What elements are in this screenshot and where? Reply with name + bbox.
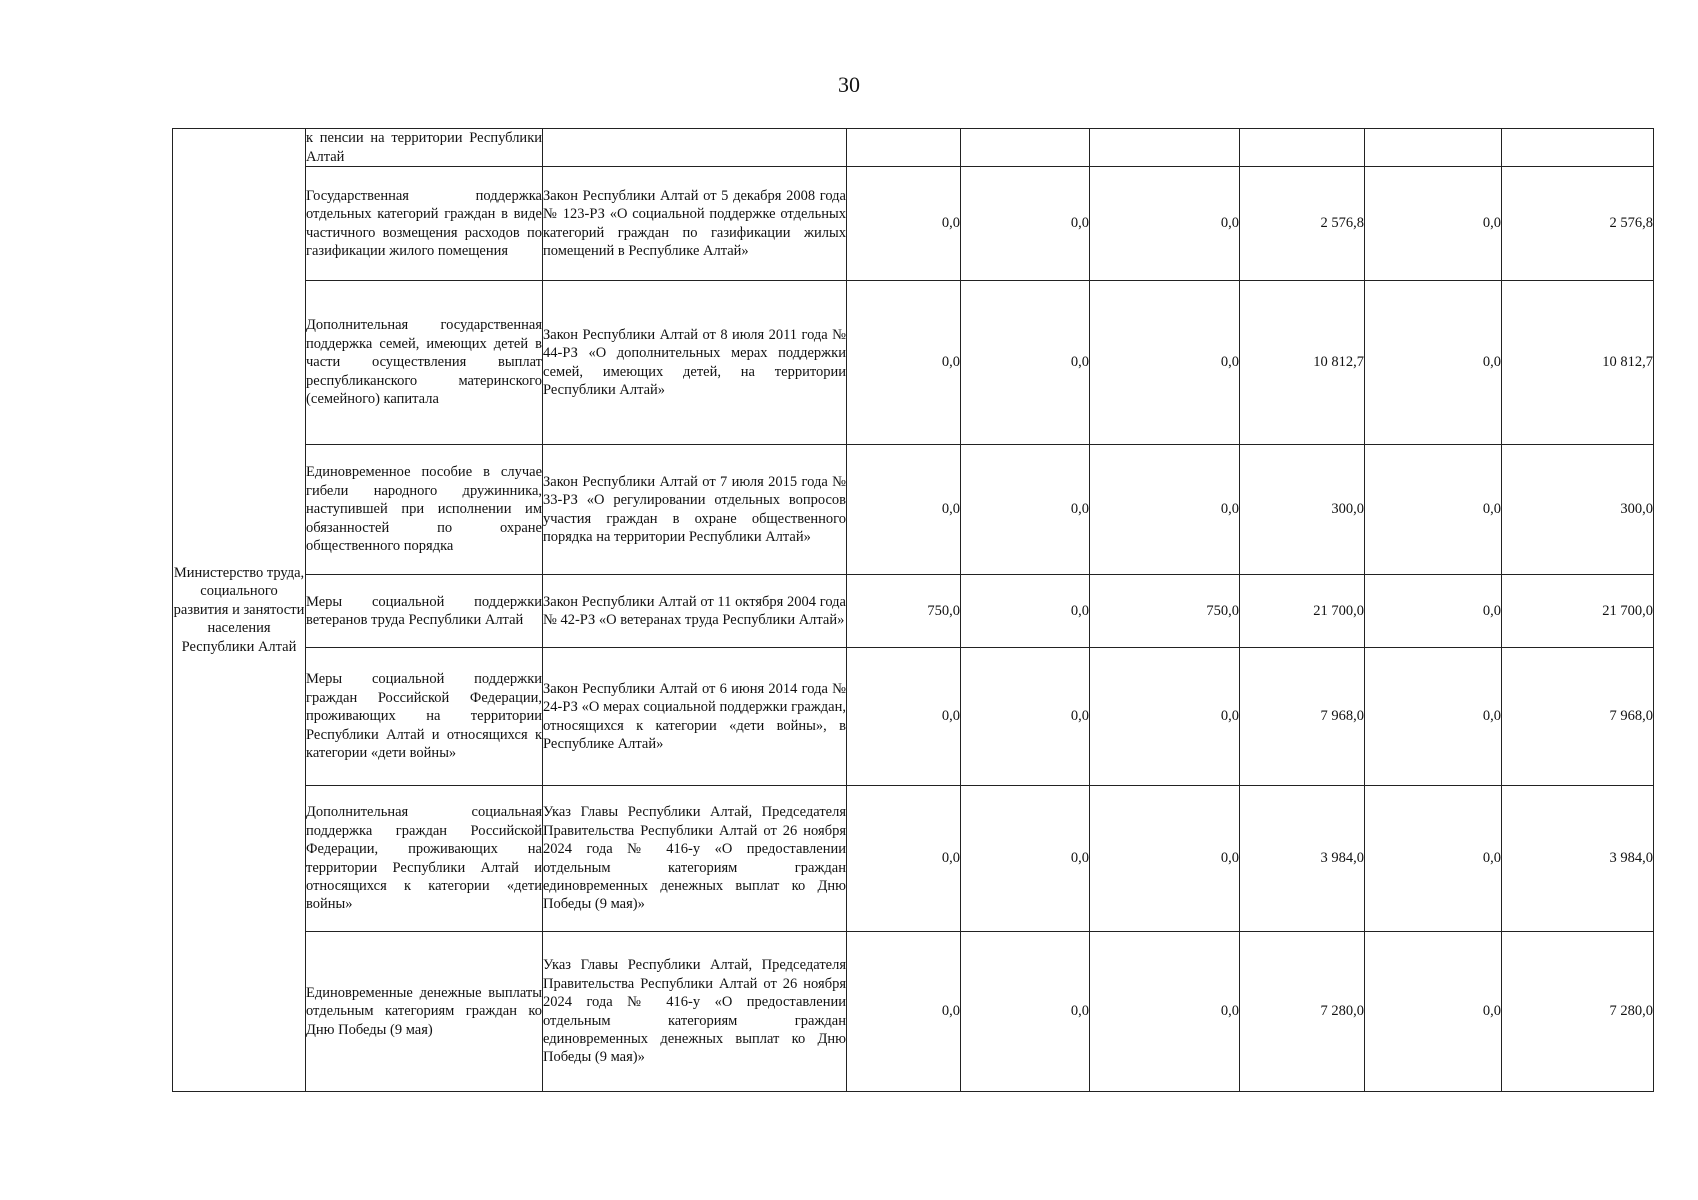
- value-cell: 0,0: [847, 445, 961, 575]
- measure-cell: Меры социальной поддержки ветеранов труда Республики Алтай: [306, 575, 543, 648]
- value-cell: 10 812,7: [1502, 281, 1654, 445]
- measure-cell: Меры социальной поддержки граждан Российской Федерации, проживающих на территории Республики Алтай и относящихся к категории «дети войны»: [306, 648, 543, 786]
- measure-cell: к пенсии на территории Республики Алтай: [306, 130, 542, 165]
- table-row: [173, 445, 1654, 575]
- value-cell: 21 700,0: [1502, 575, 1654, 648]
- legal-basis-cell: [543, 129, 847, 167]
- value-cell: 0,0: [961, 648, 1090, 786]
- value-cell: 2 576,8: [1502, 167, 1654, 281]
- value-cell: [1090, 129, 1240, 167]
- value-cell: 0,0: [961, 281, 1090, 445]
- value-cell: 0,0: [1090, 445, 1240, 575]
- legal-basis-cell: Закон Республики Алтай от 6 июня 2014 года № 24-РЗ «О мерах социальной поддержки граждан, относящихся к категории «дети войны», в Республике Алтай»: [543, 648, 847, 786]
- value-cell: 7 280,0: [1240, 932, 1365, 1092]
- value-cell: 2 576,8: [1240, 167, 1365, 281]
- ministry-cell: Министерство труда, социального развития и занятости населения Республики Алтай: [173, 129, 306, 1092]
- value-cell: 0,0: [1365, 575, 1502, 648]
- page-number: 30: [838, 72, 860, 97]
- value-cell: 0,0: [847, 281, 961, 445]
- value-cell: 0,0: [1090, 281, 1240, 445]
- value-cell: 0,0: [1090, 167, 1240, 281]
- value-cell: 7 280,0: [1502, 932, 1654, 1092]
- value-cell: 0,0: [847, 786, 961, 932]
- legal-basis-cell: Указ Главы Республики Алтай, Председателя Правительства Республики Алтай от 26 ноября 2024 года № 416-у «О предоставлении отдельным категориям граждан единовременных денежных выплат ко Дню Победы (9 мая)»: [543, 932, 847, 1092]
- value-cell: 0,0: [961, 575, 1090, 648]
- measure-cell: Дополнительная государственная поддержка семей, имеющих детей в части осуществления выплат республиканского материнского (семейного) капитала: [306, 281, 543, 445]
- value-cell: 0,0: [1365, 786, 1502, 932]
- value-cell: 7 968,0: [1502, 648, 1654, 786]
- value-cell: 300,0: [1240, 445, 1365, 575]
- legal-basis-cell: Закон Республики Алтай от 7 июля 2015 года № 33-РЗ «О регулировании отдельных вопросов участия граждан в охране общественного порядка на территории Республики Алтай»: [543, 445, 847, 575]
- table-row: [173, 575, 1654, 648]
- value-cell: 0,0: [847, 932, 961, 1092]
- value-cell: 0,0: [961, 786, 1090, 932]
- legal-basis-cell: Закон Республики Алтай от 11 октября 2004 года № 42-РЗ «О ветеранах труда Республики Алтай»: [543, 575, 847, 648]
- value-cell: 3 984,0: [1502, 786, 1654, 932]
- value-cell: [847, 129, 961, 167]
- table-row: [173, 167, 1654, 281]
- value-cell: 0,0: [1090, 786, 1240, 932]
- value-cell: 3 984,0: [1240, 786, 1365, 932]
- value-cell: 0,0: [961, 445, 1090, 575]
- value-cell: 300,0: [1502, 445, 1654, 575]
- table-row: [173, 129, 1654, 167]
- value-cell: [1365, 129, 1502, 167]
- legal-basis-cell: Указ Главы Республики Алтай, Председателя Правительства Республики Алтай от 26 ноября 2024 года № 416-у «О предоставлении отдельным категориям граждан единовременных денежных выплат ко Дню Победы (9 мая)»: [543, 786, 847, 932]
- value-cell: 0,0: [1365, 648, 1502, 786]
- value-cell: [1502, 129, 1654, 167]
- value-cell: 0,0: [1090, 932, 1240, 1092]
- table-row: [173, 281, 1654, 445]
- value-cell: 0,0: [847, 167, 961, 281]
- measure-cell: Дополнительная социальная поддержка граждан Российской Федерации, проживающих на территории Республики Алтай и относящихся к категории «дети войны»: [306, 786, 543, 932]
- funding-table: [172, 128, 1654, 1092]
- table-row: [173, 932, 1654, 1092]
- value-cell: 0,0: [1365, 281, 1502, 445]
- value-cell: 0,0: [1365, 445, 1502, 575]
- measure-cell: Государственная поддержка отдельных категорий граждан в виде частичного возмещения расходов по газификации жилого помещения: [306, 167, 543, 281]
- value-cell: [1240, 129, 1365, 167]
- value-cell: 750,0: [1090, 575, 1240, 648]
- value-cell: 0,0: [1365, 167, 1502, 281]
- value-cell: 7 968,0: [1240, 648, 1365, 786]
- value-cell: 0,0: [961, 167, 1090, 281]
- value-cell: 0,0: [1090, 648, 1240, 786]
- value-cell: [961, 129, 1090, 167]
- value-cell: 0,0: [961, 932, 1090, 1092]
- legal-basis-cell: Закон Республики Алтай от 5 декабря 2008 года № 123-РЗ «О социальной поддержке отдельных категорий граждан по газификации жилых помещений в Республике Алтай»: [543, 167, 847, 281]
- value-cell: 750,0: [847, 575, 961, 648]
- value-cell: 0,0: [847, 648, 961, 786]
- measure-cell: Единовременное пособие в случае гибели народного дружинника, наступившей при исполнении им обязанностей по охране общественного порядка: [306, 445, 543, 575]
- value-cell: 10 812,7: [1240, 281, 1365, 445]
- table-row: [173, 648, 1654, 786]
- legal-basis-cell: Закон Республики Алтай от 8 июля 2011 года № 44-РЗ «О дополнительных мерах поддержки семей, имеющих детей, на территории Республики Алтай»: [543, 281, 847, 445]
- table-row: [173, 786, 1654, 932]
- value-cell: 0,0: [1365, 932, 1502, 1092]
- measure-cell: Единовременные денежные выплаты отдельным категориям граждан ко Дню Победы (9 мая): [306, 932, 543, 1092]
- value-cell: 21 700,0: [1240, 575, 1365, 648]
